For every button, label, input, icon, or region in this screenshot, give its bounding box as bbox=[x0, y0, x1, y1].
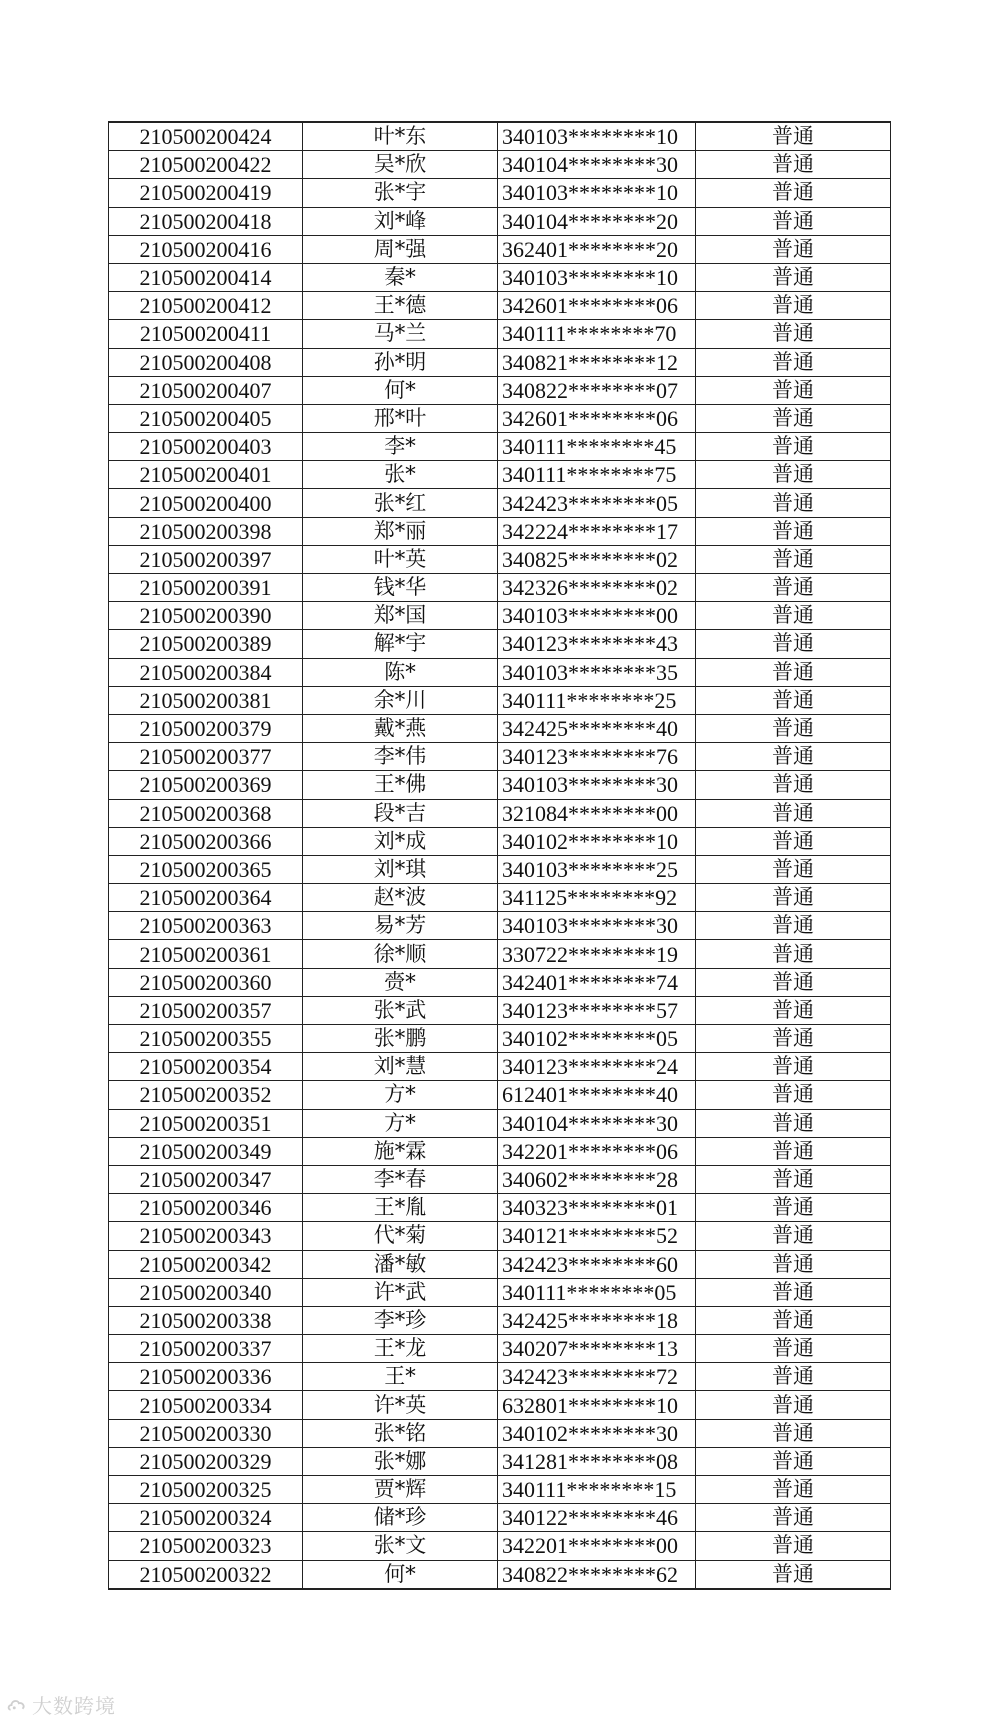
id-number-cell: 341281********08 bbox=[498, 1447, 696, 1475]
table-row bbox=[109, 320, 891, 348]
name-cell: 许*英 bbox=[303, 1391, 498, 1419]
id-number-cell: 342201********06 bbox=[498, 1137, 696, 1165]
category-cell: 普通 bbox=[696, 545, 891, 573]
name-cell: 赍* bbox=[303, 968, 498, 996]
id-number-cell: 342425********40 bbox=[498, 714, 696, 742]
id-number-cell: 340123********57 bbox=[498, 996, 696, 1024]
table-row bbox=[109, 1194, 891, 1222]
category-cell: 普通 bbox=[696, 714, 891, 742]
category-cell: 普通 bbox=[696, 855, 891, 883]
category-cell: 普通 bbox=[696, 461, 891, 489]
id-number-cell: 340102********30 bbox=[498, 1419, 696, 1447]
category-cell: 普通 bbox=[696, 602, 891, 630]
table-row bbox=[109, 1137, 891, 1165]
category-cell: 普通 bbox=[696, 1363, 891, 1391]
registration-number-cell: 210500200361 bbox=[109, 940, 303, 968]
registration-number-cell: 210500200407 bbox=[109, 376, 303, 404]
registration-number-cell: 210500200347 bbox=[109, 1165, 303, 1193]
registration-number-cell: 210500200364 bbox=[109, 884, 303, 912]
table-row bbox=[109, 122, 891, 151]
id-number-cell: 342423********60 bbox=[498, 1250, 696, 1278]
registration-number-cell: 210500200349 bbox=[109, 1137, 303, 1165]
id-number-cell: 340111********45 bbox=[498, 433, 696, 461]
registration-number-cell: 210500200424 bbox=[109, 122, 303, 151]
registration-number-cell: 210500200336 bbox=[109, 1363, 303, 1391]
registration-number-cell: 210500200360 bbox=[109, 968, 303, 996]
name-cell: 贾*辉 bbox=[303, 1476, 498, 1504]
id-number-cell: 340602********28 bbox=[498, 1165, 696, 1193]
registration-number-cell: 210500200346 bbox=[109, 1194, 303, 1222]
registration-number-cell: 210500200325 bbox=[109, 1476, 303, 1504]
category-cell: 普通 bbox=[696, 686, 891, 714]
id-number-cell: 342423********72 bbox=[498, 1363, 696, 1391]
registration-number-cell: 210500200334 bbox=[109, 1391, 303, 1419]
table-row bbox=[109, 1250, 891, 1278]
table-row bbox=[109, 968, 891, 996]
table-row bbox=[109, 686, 891, 714]
category-cell: 普通 bbox=[696, 376, 891, 404]
table-row bbox=[109, 855, 891, 883]
registration-number-cell: 210500200342 bbox=[109, 1250, 303, 1278]
name-cell: 周*强 bbox=[303, 235, 498, 263]
table-row bbox=[109, 433, 891, 461]
registration-number-cell: 210500200354 bbox=[109, 1053, 303, 1081]
table-row bbox=[109, 1109, 891, 1137]
name-cell: 张*鹏 bbox=[303, 1025, 498, 1053]
cloud-logo-icon bbox=[6, 1695, 28, 1717]
id-number-cell: 340123********43 bbox=[498, 630, 696, 658]
name-cell: 储*珍 bbox=[303, 1504, 498, 1532]
watermark bbox=[6, 1690, 116, 1719]
name-cell: 张*宇 bbox=[303, 179, 498, 207]
table-row bbox=[109, 348, 891, 376]
id-number-cell: 340102********05 bbox=[498, 1025, 696, 1053]
table-row bbox=[109, 235, 891, 263]
registration-number-cell: 210500200403 bbox=[109, 433, 303, 461]
category-cell: 普通 bbox=[696, 574, 891, 602]
table-row bbox=[109, 489, 891, 517]
name-cell: 王* bbox=[303, 1363, 498, 1391]
table-row bbox=[109, 658, 891, 686]
name-cell: 王*龙 bbox=[303, 1335, 498, 1363]
table-row bbox=[109, 1306, 891, 1334]
category-cell: 普通 bbox=[696, 348, 891, 376]
id-number-cell: 340103********25 bbox=[498, 855, 696, 883]
id-number-cell: 340821********12 bbox=[498, 348, 696, 376]
category-cell: 普通 bbox=[696, 207, 891, 235]
id-number-cell: 340103********10 bbox=[498, 263, 696, 291]
table-body bbox=[109, 122, 891, 1589]
id-number-cell: 362401********20 bbox=[498, 235, 696, 263]
registration-number-cell: 210500200384 bbox=[109, 658, 303, 686]
table-row bbox=[109, 517, 891, 545]
name-cell: 方* bbox=[303, 1109, 498, 1137]
category-cell: 普通 bbox=[696, 1053, 891, 1081]
name-cell: 刘*成 bbox=[303, 827, 498, 855]
name-cell: 王*德 bbox=[303, 292, 498, 320]
id-number-cell: 342401********74 bbox=[498, 968, 696, 996]
name-cell: 王*佛 bbox=[303, 771, 498, 799]
registration-number-cell: 210500200338 bbox=[109, 1306, 303, 1334]
category-cell: 普通 bbox=[696, 1137, 891, 1165]
id-number-cell: 342224********17 bbox=[498, 517, 696, 545]
category-cell: 普通 bbox=[696, 1532, 891, 1560]
name-cell: 许*武 bbox=[303, 1278, 498, 1306]
table-row bbox=[109, 263, 891, 291]
name-cell: 孙*明 bbox=[303, 348, 498, 376]
name-cell: 戴*燕 bbox=[303, 714, 498, 742]
category-cell: 普通 bbox=[696, 996, 891, 1024]
id-number-cell: 632801********10 bbox=[498, 1391, 696, 1419]
category-cell: 普通 bbox=[696, 771, 891, 799]
category-cell: 普通 bbox=[696, 1278, 891, 1306]
name-cell: 叶*英 bbox=[303, 545, 498, 573]
category-cell: 普通 bbox=[696, 884, 891, 912]
category-cell: 普通 bbox=[696, 630, 891, 658]
id-number-cell: 341125********92 bbox=[498, 884, 696, 912]
name-cell: 赵*波 bbox=[303, 884, 498, 912]
category-cell: 普通 bbox=[696, 940, 891, 968]
table-row bbox=[109, 1476, 891, 1504]
id-number-cell: 342601********06 bbox=[498, 292, 696, 320]
category-cell: 普通 bbox=[696, 263, 891, 291]
name-cell: 张*武 bbox=[303, 996, 498, 1024]
registration-number-cell: 210500200412 bbox=[109, 292, 303, 320]
registration-number-cell: 210500200419 bbox=[109, 179, 303, 207]
registration-number-cell: 210500200323 bbox=[109, 1532, 303, 1560]
registration-number-cell: 210500200351 bbox=[109, 1109, 303, 1137]
name-cell: 李*珍 bbox=[303, 1306, 498, 1334]
registration-number-cell: 210500200324 bbox=[109, 1504, 303, 1532]
id-number-cell: 342601********06 bbox=[498, 404, 696, 432]
category-cell: 普通 bbox=[696, 404, 891, 432]
name-cell: 何* bbox=[303, 376, 498, 404]
category-cell: 普通 bbox=[696, 151, 891, 179]
id-number-cell: 340103********35 bbox=[498, 658, 696, 686]
name-cell: 刘*琪 bbox=[303, 855, 498, 883]
table-row bbox=[109, 207, 891, 235]
category-cell: 普通 bbox=[696, 320, 891, 348]
category-cell: 普通 bbox=[696, 179, 891, 207]
category-cell: 普通 bbox=[696, 912, 891, 940]
table-row bbox=[109, 1222, 891, 1250]
id-number-cell: 340104********30 bbox=[498, 1109, 696, 1137]
registration-number-cell: 210500200408 bbox=[109, 348, 303, 376]
table-row bbox=[109, 1363, 891, 1391]
name-cell: 郑*国 bbox=[303, 602, 498, 630]
table-row bbox=[109, 1053, 891, 1081]
category-cell: 普通 bbox=[696, 1306, 891, 1334]
table-row bbox=[109, 799, 891, 827]
category-cell: 普通 bbox=[696, 433, 891, 461]
name-cell: 张*娜 bbox=[303, 1447, 498, 1475]
watermark-text: 大数跨境 bbox=[32, 1694, 116, 1718]
table-row bbox=[109, 545, 891, 573]
registration-number-cell: 210500200377 bbox=[109, 743, 303, 771]
category-cell: 普通 bbox=[696, 827, 891, 855]
category-cell: 普通 bbox=[696, 1081, 891, 1109]
registration-number-cell: 210500200322 bbox=[109, 1560, 303, 1589]
name-cell: 吴*欣 bbox=[303, 151, 498, 179]
name-cell: 代*菊 bbox=[303, 1222, 498, 1250]
registration-number-cell: 210500200390 bbox=[109, 602, 303, 630]
table-row bbox=[109, 996, 891, 1024]
name-cell: 余*川 bbox=[303, 686, 498, 714]
table-row bbox=[109, 771, 891, 799]
table-row bbox=[109, 714, 891, 742]
registration-number-cell: 210500200340 bbox=[109, 1278, 303, 1306]
registration-number-cell: 210500200400 bbox=[109, 489, 303, 517]
category-cell: 普通 bbox=[696, 1222, 891, 1250]
id-number-cell: 340123********24 bbox=[498, 1053, 696, 1081]
category-cell: 普通 bbox=[696, 743, 891, 771]
registration-number-cell: 210500200389 bbox=[109, 630, 303, 658]
registration-number-cell: 210500200401 bbox=[109, 461, 303, 489]
id-number-cell: 340207********13 bbox=[498, 1335, 696, 1363]
table-row bbox=[109, 461, 891, 489]
table-row bbox=[109, 1335, 891, 1363]
category-cell: 普通 bbox=[696, 799, 891, 827]
registration-number-cell: 210500200381 bbox=[109, 686, 303, 714]
registration-number-cell: 210500200368 bbox=[109, 799, 303, 827]
name-cell: 潘*敏 bbox=[303, 1250, 498, 1278]
table-row bbox=[109, 1081, 891, 1109]
name-cell: 李* bbox=[303, 433, 498, 461]
id-number-cell: 342326********02 bbox=[498, 574, 696, 602]
applicant-list-table bbox=[108, 121, 891, 1590]
registration-number-cell: 210500200397 bbox=[109, 545, 303, 573]
name-cell: 方* bbox=[303, 1081, 498, 1109]
registration-number-cell: 210500200330 bbox=[109, 1419, 303, 1447]
id-number-cell: 340323********01 bbox=[498, 1194, 696, 1222]
id-number-cell: 340111********70 bbox=[498, 320, 696, 348]
registration-number-cell: 210500200355 bbox=[109, 1025, 303, 1053]
id-number-cell: 340111********25 bbox=[498, 686, 696, 714]
name-cell: 李*伟 bbox=[303, 743, 498, 771]
registration-number-cell: 210500200329 bbox=[109, 1447, 303, 1475]
category-cell: 普通 bbox=[696, 1335, 891, 1363]
table-row bbox=[109, 376, 891, 404]
name-cell: 张*红 bbox=[303, 489, 498, 517]
registration-number-cell: 210500200343 bbox=[109, 1222, 303, 1250]
registration-number-cell: 210500200418 bbox=[109, 207, 303, 235]
category-cell: 普通 bbox=[696, 235, 891, 263]
id-number-cell: 340104********30 bbox=[498, 151, 696, 179]
category-cell: 普通 bbox=[696, 1109, 891, 1137]
registration-number-cell: 210500200357 bbox=[109, 996, 303, 1024]
registration-number-cell: 210500200414 bbox=[109, 263, 303, 291]
table-row bbox=[109, 151, 891, 179]
id-number-cell: 340103********10 bbox=[498, 122, 696, 151]
id-number-cell: 340822********07 bbox=[498, 376, 696, 404]
id-number-cell: 340103********00 bbox=[498, 602, 696, 630]
registration-number-cell: 210500200363 bbox=[109, 912, 303, 940]
registration-number-cell: 210500200352 bbox=[109, 1081, 303, 1109]
registration-number-cell: 210500200391 bbox=[109, 574, 303, 602]
table-row bbox=[109, 1165, 891, 1193]
name-cell: 张* bbox=[303, 461, 498, 489]
category-cell: 普通 bbox=[696, 1194, 891, 1222]
category-cell: 普通 bbox=[696, 1419, 891, 1447]
registration-number-cell: 210500200366 bbox=[109, 827, 303, 855]
name-cell: 叶*东 bbox=[303, 122, 498, 151]
name-cell: 秦* bbox=[303, 263, 498, 291]
id-number-cell: 340122********46 bbox=[498, 1504, 696, 1532]
id-number-cell: 612401********40 bbox=[498, 1081, 696, 1109]
name-cell: 易*芳 bbox=[303, 912, 498, 940]
category-cell: 普通 bbox=[696, 1447, 891, 1475]
registration-number-cell: 210500200422 bbox=[109, 151, 303, 179]
registration-number-cell: 210500200405 bbox=[109, 404, 303, 432]
category-cell: 普通 bbox=[696, 1391, 891, 1419]
id-number-cell: 340103********10 bbox=[498, 179, 696, 207]
name-cell: 施*霖 bbox=[303, 1137, 498, 1165]
id-number-cell: 340103********30 bbox=[498, 912, 696, 940]
id-number-cell: 321084********00 bbox=[498, 799, 696, 827]
table-row bbox=[109, 1560, 891, 1589]
table-row bbox=[109, 179, 891, 207]
name-cell: 段*吉 bbox=[303, 799, 498, 827]
category-cell: 普通 bbox=[696, 489, 891, 517]
name-cell: 徐*顺 bbox=[303, 940, 498, 968]
table-row bbox=[109, 743, 891, 771]
id-number-cell: 340111********15 bbox=[498, 1476, 696, 1504]
id-number-cell: 342425********18 bbox=[498, 1306, 696, 1334]
table-row bbox=[109, 940, 891, 968]
name-cell: 郑*丽 bbox=[303, 517, 498, 545]
id-number-cell: 340111********05 bbox=[498, 1278, 696, 1306]
name-cell: 马*兰 bbox=[303, 320, 498, 348]
category-cell: 普通 bbox=[696, 1250, 891, 1278]
table-row bbox=[109, 574, 891, 602]
category-cell: 普通 bbox=[696, 292, 891, 320]
table-row bbox=[109, 1532, 891, 1560]
registration-number-cell: 210500200337 bbox=[109, 1335, 303, 1363]
category-cell: 普通 bbox=[696, 1560, 891, 1589]
name-cell: 陈* bbox=[303, 658, 498, 686]
id-number-cell: 340102********10 bbox=[498, 827, 696, 855]
table-row bbox=[109, 1391, 891, 1419]
registration-number-cell: 210500200398 bbox=[109, 517, 303, 545]
category-cell: 普通 bbox=[696, 1165, 891, 1193]
id-number-cell: 340121********52 bbox=[498, 1222, 696, 1250]
id-number-cell: 340123********76 bbox=[498, 743, 696, 771]
registration-number-cell: 210500200416 bbox=[109, 235, 303, 263]
name-cell: 王*胤 bbox=[303, 1194, 498, 1222]
id-number-cell: 330722********19 bbox=[498, 940, 696, 968]
table-row bbox=[109, 630, 891, 658]
registration-number-cell: 210500200369 bbox=[109, 771, 303, 799]
name-cell: 何* bbox=[303, 1560, 498, 1589]
registration-number-cell: 210500200411 bbox=[109, 320, 303, 348]
category-cell: 普通 bbox=[696, 658, 891, 686]
name-cell: 刘*慧 bbox=[303, 1053, 498, 1081]
table-row bbox=[109, 912, 891, 940]
category-cell: 普通 bbox=[696, 122, 891, 151]
category-cell: 普通 bbox=[696, 517, 891, 545]
table-row bbox=[109, 292, 891, 320]
name-cell: 李*春 bbox=[303, 1165, 498, 1193]
name-cell: 钱*华 bbox=[303, 574, 498, 602]
name-cell: 邢*叶 bbox=[303, 404, 498, 432]
registration-number-cell: 210500200379 bbox=[109, 714, 303, 742]
name-cell: 张*铭 bbox=[303, 1419, 498, 1447]
name-cell: 张*文 bbox=[303, 1532, 498, 1560]
table-row bbox=[109, 1419, 891, 1447]
id-number-cell: 340103********30 bbox=[498, 771, 696, 799]
table-row bbox=[109, 1504, 891, 1532]
table-row bbox=[109, 827, 891, 855]
category-cell: 普通 bbox=[696, 1025, 891, 1053]
table-row bbox=[109, 602, 891, 630]
name-cell: 刘*峰 bbox=[303, 207, 498, 235]
table-row bbox=[109, 1025, 891, 1053]
table-row bbox=[109, 1278, 891, 1306]
id-number-cell: 340822********62 bbox=[498, 1560, 696, 1589]
id-number-cell: 342201********00 bbox=[498, 1532, 696, 1560]
category-cell: 普通 bbox=[696, 1504, 891, 1532]
name-cell: 解*宇 bbox=[303, 630, 498, 658]
id-number-cell: 342423********05 bbox=[498, 489, 696, 517]
id-number-cell: 340104********20 bbox=[498, 207, 696, 235]
table-row bbox=[109, 884, 891, 912]
id-number-cell: 340111********75 bbox=[498, 461, 696, 489]
registration-number-cell: 210500200365 bbox=[109, 855, 303, 883]
table-row bbox=[109, 404, 891, 432]
category-cell: 普通 bbox=[696, 968, 891, 996]
id-number-cell: 340825********02 bbox=[498, 545, 696, 573]
category-cell: 普通 bbox=[696, 1476, 891, 1504]
table-row bbox=[109, 1447, 891, 1475]
